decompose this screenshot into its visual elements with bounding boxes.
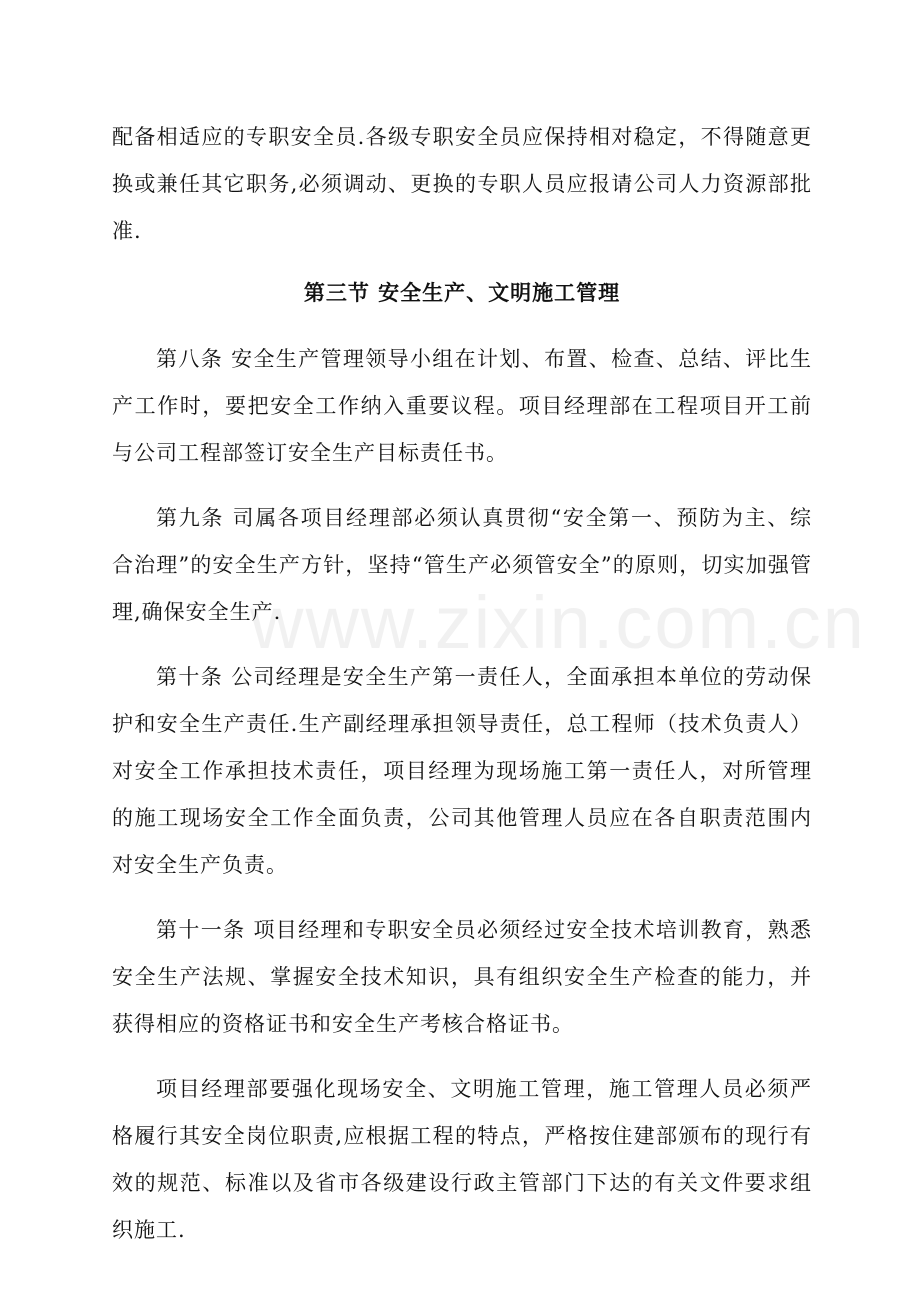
section-heading: 第三节 安全生产、文明施工管理 — [303, 280, 621, 305]
document-page — [112, 114, 812, 1254]
article-11: 第十一条 项目经理和专职安全员必须经过安全技术培训教育，熟悉安全生产法规、掌握安全技术知识，具有组织安全生产检查的能力，并获得相应的资格证书和安全生产考核合格证书。 — [112, 918, 812, 1036]
project-dept-paragraph: 项目经理部要强化现场安全、文明施工管理，施工管理人员必须严格履行其安全岗位职责,应根据工程的特点，严格按住建部颁布的现行有效的规范、标准以及省市各级建设行政主管部门下达的有关文件要求组织施工. — [112, 1077, 812, 1242]
intro-paragraph: 配备相适应的专职安全员.各级专职安全员应保持相对稳定，不得随意更换或兼任其它职务,必须调动、更换的专职人员应报请公司人力资源部批准. — [112, 125, 812, 243]
article-8: 第八条 安全生产管理领导小组在计划、布置、检查、总结、评比生产工作时，要把安全工作纳入重要议程。项目经理部在工程项目开工前与公司工程部签订安全生产目标责任书。 — [112, 347, 812, 465]
watermark: www.zixin.com.cn — [250, 581, 866, 664]
article-9: 第九条 司属各项目经理部必须认真贯彻“安全第一、预防为主、综合治理”的安全生产方针，坚持“管生产必须管安全”的原则，切实加强管理,确保安全生产. — [112, 506, 812, 624]
article-10: 第十条 公司经理是安全生产第一责任人，全面承担本单位的劳动保护和安全生产责任.生产副经理承担领导责任，总工程师（技术负责人）对安全工作承担技术责任，项目经理为现场施工第一责任人，对所管理的施工现场安全工作全面负责，公司其他管理人员应在各自职责范围内对安全生产负责。 — [112, 665, 812, 877]
